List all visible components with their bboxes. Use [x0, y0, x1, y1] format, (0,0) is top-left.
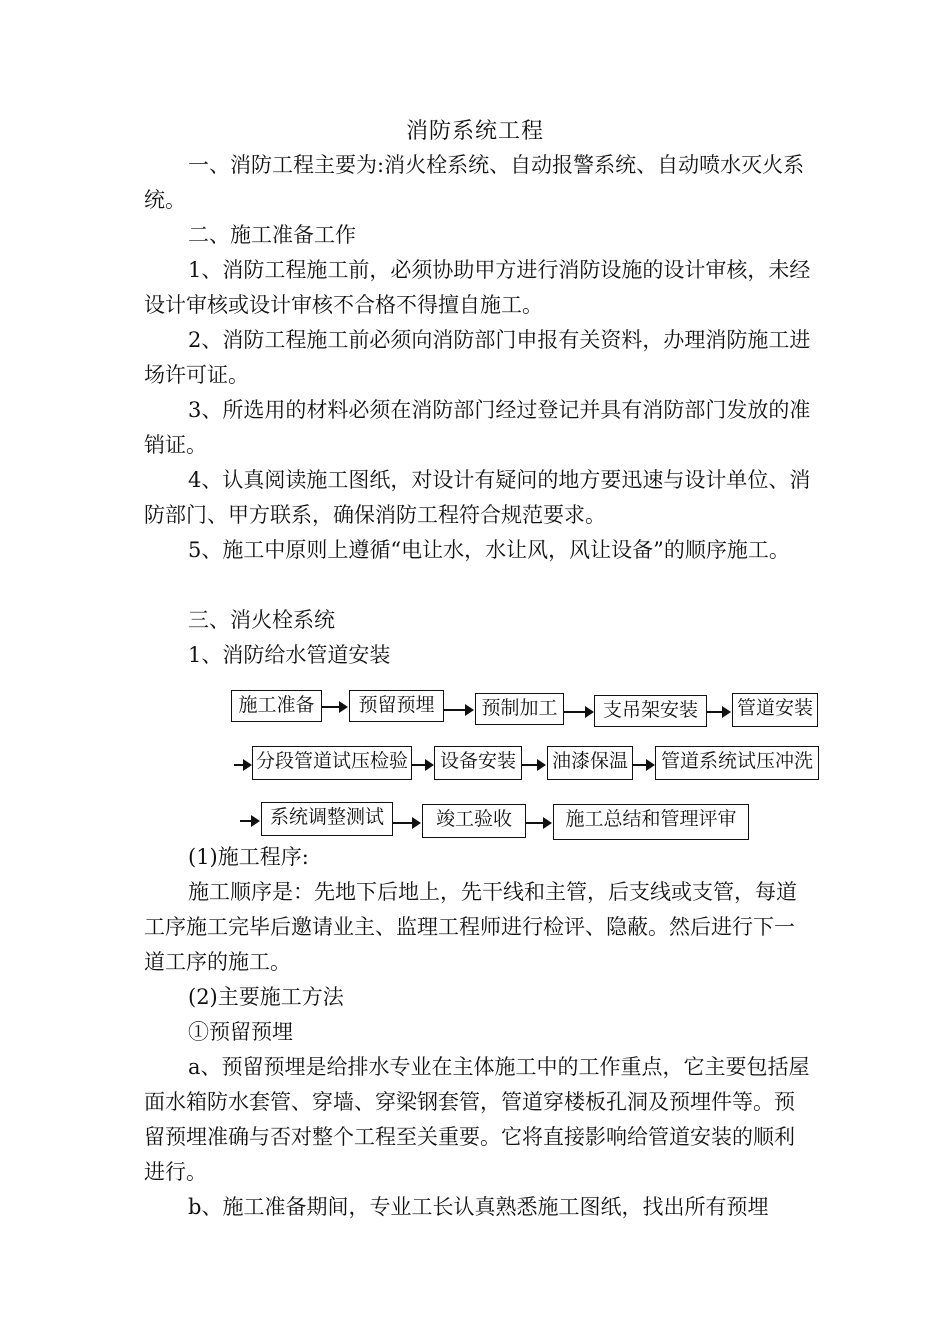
flow-step: 管道系统试压冲洗	[655, 746, 819, 780]
flow-arrow	[412, 764, 432, 766]
flow-step: 油漆保温	[547, 746, 633, 780]
heading-preparation: 二、施工准备工作	[188, 223, 356, 247]
flow-step: 系统调整测试	[261, 802, 393, 836]
flow-step: 施工准备	[231, 690, 322, 722]
heading-embedding: ①预留预埋	[188, 1020, 293, 1044]
flow-arrow	[564, 711, 592, 713]
paragraph-embedding-a: a、预留预埋是给排水专业在主体施工中的工作重点，它主要包括屋面水箱防水套管、穿墙、穿梁钢套管，管道穿楼板孔洞及预埋件等。预留预埋准确与否对整个工程至关重要。它将直接影响给管道安装的顺利进行。	[144, 1055, 810, 1184]
paragraph-prep-5: 5、施工中原则上遵循“电让水，水让风，风让设备”的顺序施工。	[188, 538, 790, 562]
flow-step: 分段管道试压检验	[252, 746, 412, 780]
flow-step: 施工总结和管理评审	[553, 804, 749, 840]
paragraph-prep-1: 1、消防工程施工前，必须协助甲方进行消防设施的设计审核，未经设计审核或设计审核不合格不得擅自施工。	[144, 258, 811, 317]
flow-arrow	[707, 711, 729, 713]
flow-step: 竣工验收	[422, 804, 526, 838]
flow-step: 管道安装	[732, 693, 818, 727]
flow-arrow	[393, 822, 419, 824]
heading-procedure: (1)施工程序:	[188, 845, 309, 869]
paragraph-prep-3: 3、所选用的材料必须在消防部门经过登记并具有消防部门发放的准销证。	[144, 398, 811, 457]
heading-pipe-install: 1、消防给水管道安装	[188, 643, 391, 667]
flow-arrow	[633, 764, 653, 766]
paragraph-prep-2: 2、消防工程施工前必须向消防部门申报有关资料，办理消防施工进场许可证。	[144, 328, 811, 387]
flow-step: 预制加工	[475, 693, 564, 725]
flow-arrow	[234, 764, 250, 766]
paragraph-embedding-b: b、施工准备期间，专业工长认真熟悉施工图纸，找出所有预埋	[188, 1195, 769, 1219]
flow-arrow	[322, 706, 346, 708]
flow-step: 预留预埋	[349, 690, 444, 722]
flow-step: 支吊架安装	[594, 695, 707, 727]
paragraph-scope: 一、消防工程主要为:消火栓系统、自动报警系统、自动喷水灭火系统。	[144, 153, 805, 212]
flow-arrow	[526, 822, 550, 824]
heading-hydrant-system: 三、消火栓系统	[188, 608, 335, 632]
document-title: 消防系统工程	[405, 119, 544, 144]
flow-arrow	[240, 820, 258, 822]
paragraph-prep-4: 4、认真阅读施工图纸，对设计有疑问的地方要迅速与设计单位、消防部门、甲方联系，确保消防工程符合规范要求。	[144, 468, 811, 527]
heading-methods: (2)主要施工方法	[188, 985, 344, 1009]
flow-step: 设备安装	[434, 746, 522, 780]
flow-arrow	[444, 709, 472, 711]
paragraph-sequence: 施工顺序是：先地下后地上，先干线和主管，后支线或支管，每道工序施工完毕后邀请业主、监理工程师进行检评、隐蔽。然后进行下一道工序的施工。	[144, 880, 797, 974]
flow-arrow	[522, 764, 544, 766]
